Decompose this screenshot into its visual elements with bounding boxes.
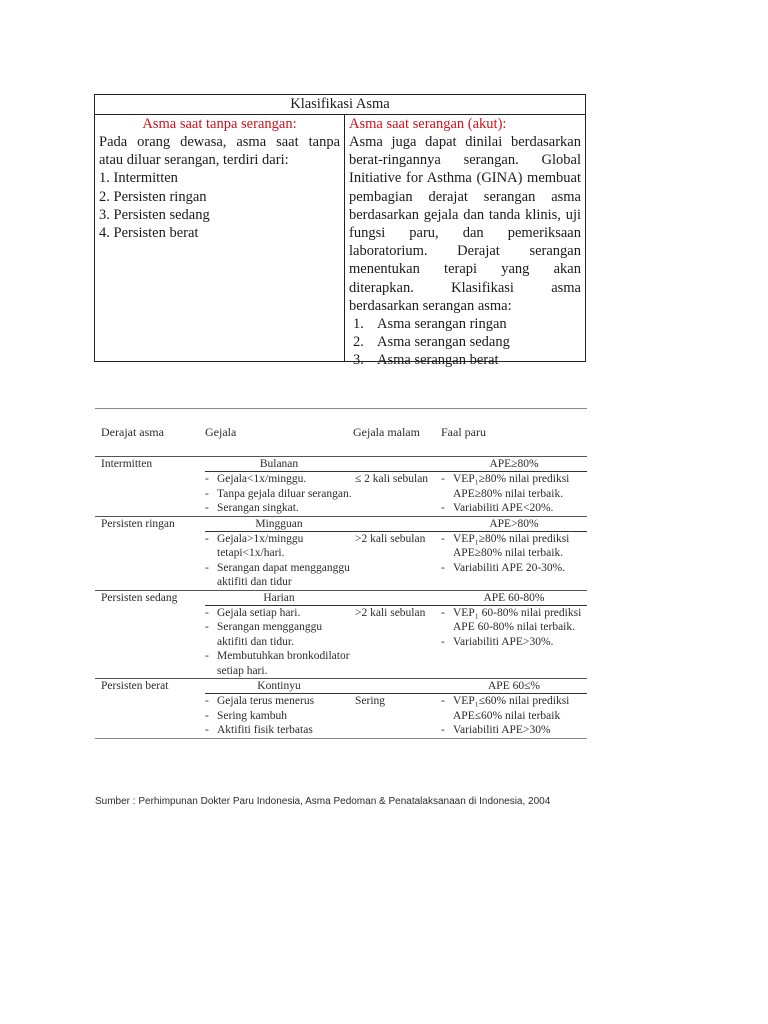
symptoms-cell bbox=[205, 694, 353, 738]
bullet-text: Membutuhkan bronkodilator setiap hari. bbox=[217, 650, 350, 677]
bullet-text: Gejala>1x/minggu tetapi<1x/hari. bbox=[217, 532, 304, 559]
night-symptoms-cell: >2 kali sebulan bbox=[355, 606, 426, 619]
bullet-item bbox=[205, 709, 353, 724]
bullet-text: Serangan mengganggu aktifiti dan tidur. bbox=[217, 621, 323, 648]
spacer bbox=[353, 679, 441, 693]
bullet-dash: - bbox=[205, 487, 209, 500]
severity-row-body bbox=[95, 472, 587, 516]
bullet-text: Serangan singkat. bbox=[217, 502, 299, 514]
bullet-item bbox=[205, 532, 353, 561]
bullet-item bbox=[441, 723, 587, 738]
list-item: 3. Persisten sedang bbox=[99, 206, 210, 223]
lung-function-cell bbox=[441, 472, 587, 516]
ape-value: APE≥80% bbox=[489, 458, 539, 470]
spacer bbox=[95, 472, 205, 516]
list-item: 1. Asma serangan ringan bbox=[353, 316, 507, 333]
bullet-dash: - bbox=[441, 695, 445, 707]
right-text-line: Asma juga dapat dinilai berdasarkan bbox=[349, 134, 581, 150]
severity-row-header bbox=[95, 517, 587, 531]
bullet-dash: - bbox=[205, 695, 209, 707]
bullet-dash: - bbox=[441, 473, 445, 485]
lung-function-cell bbox=[441, 606, 587, 679]
list-item: 1. Intermitten bbox=[99, 170, 178, 187]
night-symptoms-cell: >2 kali sebulan bbox=[355, 532, 426, 545]
bullet-item bbox=[205, 487, 353, 502]
bullet-text: Gejala setiap hari. bbox=[217, 606, 301, 619]
spacer bbox=[95, 694, 205, 738]
bullet-dash: - bbox=[441, 724, 445, 736]
severity-row-body bbox=[95, 694, 587, 738]
bullet-item bbox=[205, 694, 353, 709]
header-row bbox=[95, 409, 587, 456]
classification-table bbox=[94, 94, 586, 369]
severity-label: Persisten ringan bbox=[101, 517, 175, 530]
list-item: 2. Persisten ringan bbox=[99, 188, 207, 205]
night-symptoms-cell: ≤ 2 kali sebulan bbox=[355, 473, 429, 485]
column-without-attack bbox=[95, 115, 345, 362]
bullet-dash: - bbox=[441, 635, 445, 648]
table-title: Klasifikasi Asma bbox=[95, 95, 585, 115]
header-faal-paru: Faal paru bbox=[441, 425, 486, 440]
column-heading-without-attack: Asma saat tanpa serangan: bbox=[142, 116, 297, 132]
right-text-line: berdasarkan gejala dan tanda klinis, uji bbox=[349, 206, 581, 223]
bullet-item bbox=[441, 635, 587, 650]
right-text-line: berat-ringannya serangan. Global bbox=[349, 152, 581, 169]
spacer bbox=[353, 591, 441, 605]
bullet-dash: - bbox=[205, 650, 209, 662]
symptoms-cell bbox=[205, 606, 353, 679]
symptoms-cell bbox=[205, 532, 353, 590]
bullet-item bbox=[205, 561, 353, 590]
bullet-dash: - bbox=[441, 532, 445, 545]
right-text-line: pembagian derajat serangan asma bbox=[349, 188, 581, 205]
spacer bbox=[353, 457, 441, 471]
night-symptoms-cell: Sering bbox=[355, 695, 386, 707]
bullet-item bbox=[205, 649, 353, 678]
bullet-text: Variabiliti APE 20-30%. bbox=[453, 561, 566, 574]
list-item: 2. Asma serangan sedang bbox=[353, 334, 510, 351]
right-text-line: Initiative for Asthma (GINA) membuat bbox=[349, 170, 581, 187]
bullet-text: Sering kambuh bbox=[217, 709, 287, 722]
bullet-text: Serangan dapat mengganggu aktifiti dan tidur bbox=[217, 561, 350, 588]
severity-row-header bbox=[95, 457, 587, 471]
severity-label: Intermitten bbox=[101, 458, 153, 470]
bullet-text: Aktifiti fisik terbatas bbox=[217, 724, 313, 736]
header-gejala: Gejala bbox=[205, 425, 237, 440]
symptoms-cell bbox=[205, 472, 353, 516]
symptom-frequency: Mingguan bbox=[255, 517, 303, 530]
header-gejala-malam: Gejala malam bbox=[353, 425, 420, 440]
source-note: Sumber : Perhimpunan Dokter Paru Indonesia, Asma Pedoman & Penatalaksanaan di Indonesia, 2004 bbox=[95, 796, 551, 807]
bullet-item bbox=[205, 606, 353, 621]
bullet-text: VEP₁≤60% nilai prediksi APE≤60% nilai terbaik bbox=[453, 695, 570, 722]
lung-function-cell bbox=[441, 694, 587, 738]
ape-value: APE>80% bbox=[489, 517, 539, 530]
right-text-line: menentukan terapi yang akan bbox=[349, 261, 581, 278]
bullet-item bbox=[441, 501, 587, 516]
right-text-line: fungsi paru, dan pemeriksaan bbox=[349, 225, 581, 242]
bullet-item bbox=[205, 501, 353, 516]
bullet-text: Variabiliti APE>30%. bbox=[453, 635, 554, 648]
bullet-dash: - bbox=[205, 473, 209, 485]
bullet-text: Variabiliti APE<20%. bbox=[453, 502, 554, 514]
bullet-dash: - bbox=[205, 709, 209, 722]
severity-row-body bbox=[95, 532, 587, 590]
bullet-text: Tanpa gejala diluar serangan. bbox=[217, 487, 352, 500]
bullet-dash: - bbox=[205, 606, 209, 619]
bullet-item bbox=[441, 472, 587, 501]
left-text-line: atau diluar serangan, terdiri dari: bbox=[99, 152, 289, 169]
bullet-dash: - bbox=[205, 561, 209, 574]
severity-label: Persisten sedang bbox=[101, 591, 178, 604]
bullet-item bbox=[441, 561, 587, 576]
column-heading-acute-attack: Asma saat serangan (akut): bbox=[349, 116, 507, 132]
severity-label: Persisten berat bbox=[101, 680, 169, 692]
bullet-text: Variabiliti APE>30% bbox=[453, 724, 551, 736]
severity-row-body bbox=[95, 606, 587, 679]
bullet-text: Gejala<1x/minggu. bbox=[217, 473, 307, 485]
spacer bbox=[95, 606, 205, 679]
severity-row-header bbox=[95, 679, 587, 693]
bullet-dash: - bbox=[205, 724, 209, 736]
spacer bbox=[95, 532, 205, 590]
spacer bbox=[353, 517, 441, 531]
severity-table bbox=[95, 408, 587, 739]
bullet-dash: - bbox=[205, 502, 209, 514]
bullet-dash: - bbox=[441, 606, 445, 619]
right-text-line: laboratorium. Derajat serangan bbox=[349, 243, 581, 260]
bullet-dash: - bbox=[205, 532, 209, 545]
list-item: 4. Persisten berat bbox=[99, 225, 199, 242]
bullet-text: VEP₁ 60-80% nilai prediksi APE 60-80% nilai terbaik. bbox=[453, 606, 582, 633]
severity-row-header bbox=[95, 591, 587, 605]
ape-value: APE 60≤% bbox=[488, 680, 540, 692]
bullet-text: VEP₁≥80% nilai prediksi APE≥80% nilai terbaik. bbox=[453, 473, 570, 500]
bullet-item bbox=[441, 606, 587, 635]
left-text-line: Pada orang dewasa, asma saat tanpa bbox=[99, 134, 340, 150]
bullet-item bbox=[205, 472, 353, 487]
bullet-item bbox=[205, 723, 353, 738]
bullet-dash: - bbox=[205, 621, 209, 633]
bullet-text: Gejala terus menerus bbox=[217, 695, 315, 707]
right-text-line: berdasarkan serangan asma: bbox=[349, 297, 512, 314]
right-text-line: diterapkan. Klasifikasi asma bbox=[349, 279, 581, 296]
attack-list bbox=[349, 315, 581, 370]
bottom-rule bbox=[95, 738, 587, 739]
bullet-dash: - bbox=[441, 561, 445, 574]
ape-value: APE 60-80% bbox=[483, 591, 545, 604]
list-item: 3. Asma serangan berat bbox=[353, 352, 499, 369]
bullet-text: VEP₁≥80% nilai prediksi APE≥80% nilai terbaik. bbox=[453, 532, 570, 559]
bullet-item bbox=[441, 694, 587, 723]
symptom-frequency: Kontinyu bbox=[257, 680, 301, 692]
bullet-item bbox=[205, 620, 353, 649]
column-acute-attack bbox=[345, 115, 585, 369]
bullet-item bbox=[441, 532, 587, 561]
symptom-frequency: Harian bbox=[263, 591, 295, 604]
header-derajat: Derajat asma bbox=[101, 425, 164, 440]
lung-function-cell bbox=[441, 532, 587, 590]
symptom-frequency: Bulanan bbox=[259, 458, 299, 470]
bullet-dash: - bbox=[441, 502, 445, 514]
